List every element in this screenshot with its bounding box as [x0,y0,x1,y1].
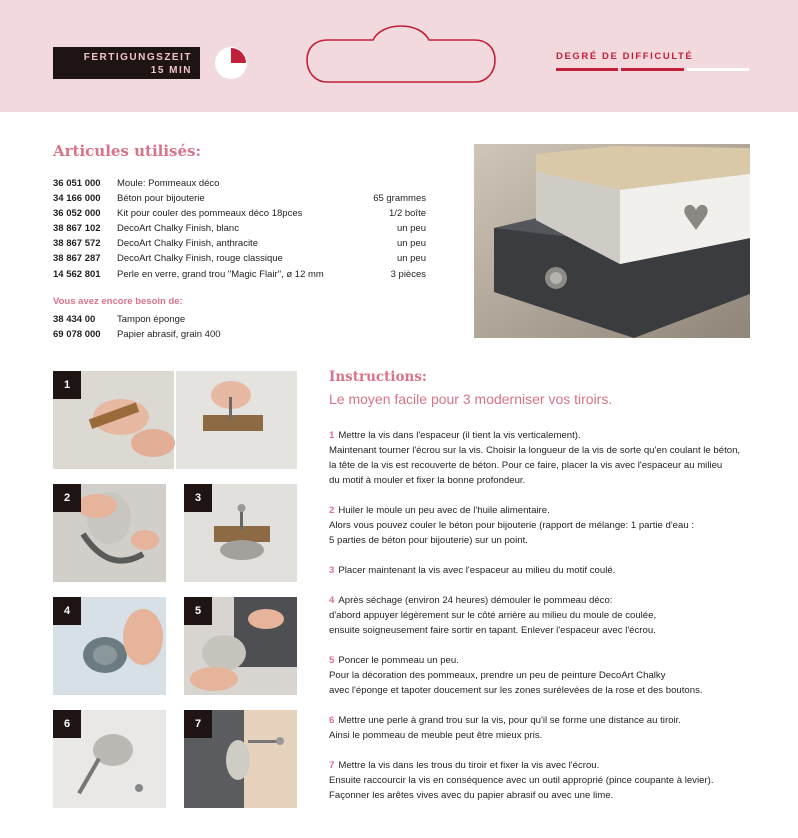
step-photo-1 [53,371,297,469]
time-value: 15 MIN [150,65,192,76]
instruction-text: Mettre une perle à grand trou sur la vis, pour qu'il se forme une distance au tiroir. [338,715,681,726]
article-number: 36 052 000 [53,208,101,220]
difficulty-segment [687,68,749,71]
drawers-photo [474,144,750,338]
article-quantity [346,176,426,191]
step-photo-7 [184,710,297,808]
material-row [53,206,426,221]
instruction-line [329,788,769,803]
instruction-text: Ainsi le pommeau de meuble peut être mieux pris. [329,730,543,741]
material-row [53,267,426,282]
step-number-5: 5 [184,597,212,625]
step-photo-6 [53,710,166,808]
article-number: 34 166 000 [53,193,101,205]
material-row [53,221,426,236]
materials-list [53,176,426,282]
instruction-line [329,458,769,473]
instructions-title: Instructions: [329,369,427,385]
instruction-text: Mettre la vis dans les trous du tiroir et fixer la vis avec l'écrou. [338,760,600,771]
instruction-text: la tête de la vis est recouverte de béton. Pour ce faire, placer la vis avec l'espaceur au milieu [329,460,723,471]
instruction-step [329,503,769,548]
material-row [53,236,426,251]
production-time-box [53,47,200,79]
step-number-3: 3 [184,484,212,512]
instruction-text: Après séchage (environ 24 heures) démouler le pommeau déco: [338,595,613,606]
instruction-step [329,428,769,488]
instruction-text: Façonner les arêtes vives avec du papier abrasif ou avec une lime. [329,790,614,801]
instruction-text: Huiler le moule un peu avec de l'huile alimentaire. [338,505,550,516]
article-description: DecoArt Chalky Finish, rouge classique [117,253,283,265]
instruction-text: Placer maintenant la vis avec l'espaceur au milieu du motif coulé. [338,565,616,576]
instruction-text: Maintenant tourner l'écrou sur la vis. Choisir la longueur de la vis de sorte qu'en coulant le béton, [329,445,741,456]
article-number: 69 078 000 [53,329,101,341]
instruction-step [329,758,769,803]
instruction-line [329,623,769,638]
step-number: 6 [329,715,335,726]
instruction-line [329,533,769,548]
article-quantity: un peu [396,223,426,235]
instruction-text: Ensuite raccourcir la vis en conséquence avec un outil approprié (pince coupante à levier). [329,775,714,786]
article-description: Tampon éponge [117,314,186,325]
time-label: FERTIGUNGSZEIT [83,52,192,63]
step-number: 2 [329,505,335,516]
article-description: Béton pour bijouterie [117,193,205,205]
instruction-line [329,473,769,488]
instruction-line [329,443,769,458]
instruction-line [329,428,769,443]
instruction-line [329,518,769,533]
article-number: 38 434 00 [53,314,96,325]
instruction-line [329,563,769,578]
instruction-line [329,503,769,518]
instruction-line [329,593,769,608]
instruction-step [329,653,769,698]
article-number: 38 867 102 [53,223,101,235]
step-photo-4 [53,597,166,695]
instruction-text: Poncer le pommeau un peu. [338,655,459,666]
extra-material-row [53,327,426,342]
header-band [0,0,798,112]
extra-materials-title: Vous avez encore besoin de: [53,296,183,307]
instruction-text: du motif à mouler et fixer la bonne profondeur. [329,475,526,486]
instruction-line [329,608,769,623]
instructions-subtitle: Le moyen facile pour 3 moderniser vos tiroirs. [329,391,613,407]
title-cloud-frame [305,24,497,86]
article-number: 14 562 801 [53,268,101,280]
article-description: Perle en verre, grand trou "Magic Flair", ø 12 mm [117,268,324,280]
instruction-text: 5 parties de béton pour bijouterie) sur un point. [329,535,528,546]
step-photo-5 [184,597,297,695]
step-number: 5 [329,655,335,666]
article-quantity: un peu [396,238,426,250]
instruction-line [329,683,769,698]
article-quantity: un peu [396,253,426,265]
article-number: 38 867 572 [53,238,101,250]
clock-icon [215,47,247,79]
materials-title: Articules utilisés: [53,142,202,160]
difficulty-indicator [556,51,749,71]
step-number-7: 7 [184,710,212,738]
difficulty-segment [621,68,683,71]
instruction-step [329,713,769,743]
step-number: 7 [329,760,335,771]
step-number: 3 [329,565,335,576]
article-number: 38 867 287 [53,253,101,265]
extra-materials-list [53,312,426,342]
article-quantity: 3 pièces [390,268,426,280]
instruction-text: d'abord appuyer légèrement sur le côté arrière au milieu du moule de coulée, [329,610,657,621]
instruction-line [329,728,769,743]
instruction-text: avec l'éponge et tapoter doucement sur les zones surélevées de la rose et des boutons. [329,685,703,696]
step-number: 1 [329,430,335,441]
step-number-6: 6 [53,710,81,738]
article-description: Moule: Pommeaux déco [117,178,220,189]
article-description: DecoArt Chalky Finish, anthracite [117,238,258,250]
instruction-line [329,773,769,788]
instruction-line [329,668,769,683]
instruction-line [329,758,769,773]
difficulty-segment [556,68,618,71]
instruction-line [329,653,769,668]
material-row [53,251,426,266]
article-quantity: 65 grammes [373,193,426,205]
difficulty-label: DEGRÉ DE DIFFICULTÉ [556,51,694,62]
instructions-text [329,428,769,818]
material-row [53,191,426,206]
article-quantity: 1/2 boîte [389,208,426,220]
instruction-step [329,593,769,638]
instruction-text: Alors vous pouvez couler le béton pour bijouterie (rapport de mélange: 1 partie d'eau : [329,520,695,531]
extra-material-row [53,312,426,327]
article-number: 36 051 000 [53,178,101,189]
step-number-2: 2 [53,484,81,512]
step-number: 4 [329,595,335,606]
article-description: Kit pour couler des pommeaux déco 18pces [117,208,303,220]
instruction-line [329,713,769,728]
instruction-step [329,563,769,578]
article-description: Papier abrasif, grain 400 [117,329,221,341]
instruction-text: Mettre la vis dans l'espaceur (il tient la vis verticalement). [338,430,581,441]
instruction-text: Pour la décoration des pommeaux, prendre un peu de peinture DecoArt Chalky [329,670,666,681]
step-photo-2 [53,484,166,582]
difficulty-bar [556,68,749,71]
article-description: DecoArt Chalky Finish, blanc [117,223,239,235]
step-number-1: 1 [53,371,81,399]
material-row [53,176,426,191]
step-number-4: 4 [53,597,81,625]
step-photo-3 [184,484,297,582]
instruction-text: ensuite soigneusement faire sortir en tapant. Enlever l'espaceur avec l'écrou. [329,625,656,636]
